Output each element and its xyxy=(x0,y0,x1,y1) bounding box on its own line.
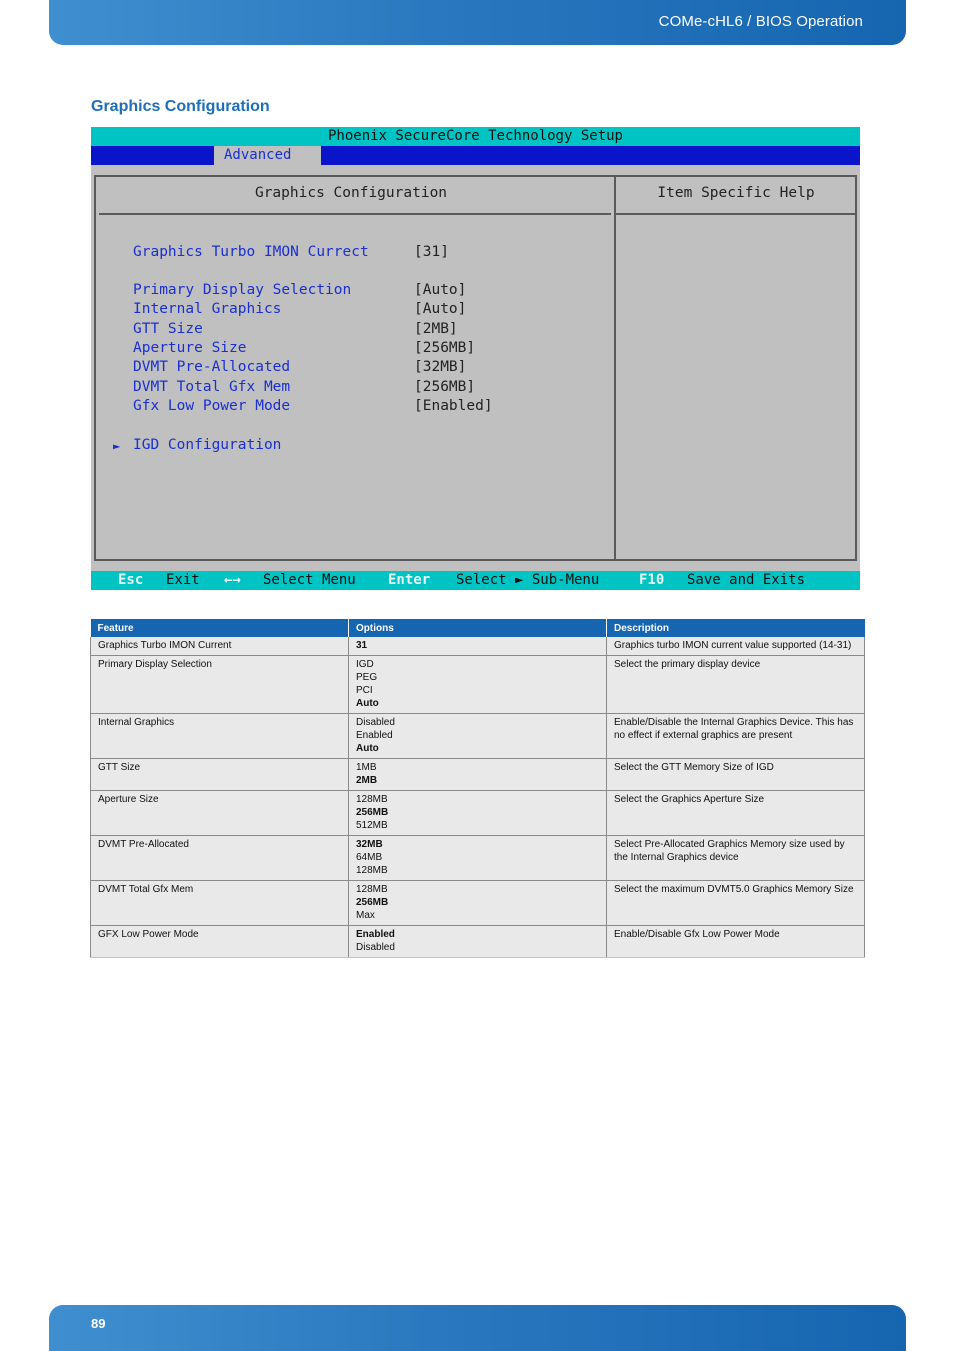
bios-footer xyxy=(91,571,860,590)
table-row xyxy=(91,759,865,791)
description-cell: Select Pre-Allocated Graphics Memory size used by the Internal Graphics device xyxy=(607,836,865,881)
options-cell xyxy=(349,637,607,656)
feature-cell: Primary Display Selection xyxy=(91,656,349,714)
table-row xyxy=(91,656,865,714)
feature-table xyxy=(90,619,865,958)
option-value: 128MB xyxy=(356,794,388,805)
table-row xyxy=(91,637,865,656)
bios-title: Phoenix SecureCore Technology Setup xyxy=(91,127,860,146)
option-value: Enabled xyxy=(356,730,393,741)
option-value: 128MB xyxy=(356,865,388,876)
bios-menubar xyxy=(91,146,860,165)
bios-item-dvmt-pre-allocated[interactable]: DVMT Pre-Allocated xyxy=(133,359,291,375)
options-cell xyxy=(349,881,607,926)
feature-cell: GTT Size xyxy=(91,759,349,791)
bios-value-primary-display[interactable]: [Auto] xyxy=(414,282,467,298)
table-row xyxy=(91,926,865,958)
help-title: Item Specific Help xyxy=(657,185,815,201)
option-value: 128MB xyxy=(356,884,388,895)
feature-cell: Aperture Size xyxy=(91,791,349,836)
document-title: COMe-cHL6 / BIOS Operation xyxy=(658,13,863,30)
bios-value-dvmt-total-gfx-mem[interactable]: [256MB] xyxy=(414,379,476,395)
description-cell: Select the primary display device xyxy=(607,656,865,714)
feature-cell: DVMT Total Gfx Mem xyxy=(91,881,349,926)
option-value: 31 xyxy=(356,640,368,651)
table-row xyxy=(91,714,865,759)
feature-cell: GFX Low Power Mode xyxy=(91,926,349,958)
table-row xyxy=(91,836,865,881)
table-row xyxy=(91,881,865,926)
option-value: Auto xyxy=(356,743,379,754)
option-value: 1MB xyxy=(356,762,377,773)
footer-key-f10: F10 xyxy=(639,572,665,588)
options-cell xyxy=(349,656,607,714)
bios-value-turbo-imon[interactable]: [31] xyxy=(414,244,449,260)
header-feature: Feature xyxy=(91,619,349,637)
footer-action-exit: Exit xyxy=(166,572,200,588)
options-cell xyxy=(349,791,607,836)
footer-key-enter: Enter xyxy=(388,572,431,588)
panel-divider xyxy=(99,213,611,215)
section-heading: Graphics Configuration xyxy=(91,98,270,115)
bios-item-aperture-size[interactable]: Aperture Size xyxy=(133,340,247,356)
footer-key-esc: Esc xyxy=(118,572,144,588)
option-value: 256MB xyxy=(356,807,389,818)
bios-submenu-igd-configuration[interactable]: IGD Configuration xyxy=(133,437,282,453)
description-cell: Enable/Disable Gfx Low Power Mode xyxy=(607,926,865,958)
description-cell: Select the Graphics Aperture Size xyxy=(607,791,865,836)
feature-cell: Graphics Turbo IMON Current xyxy=(91,637,349,656)
options-cell xyxy=(349,836,607,881)
options-cell xyxy=(349,714,607,759)
footer-action-select-submenu: Select ► Sub-Menu xyxy=(456,572,600,588)
bios-item-primary-display[interactable]: Primary Display Selection xyxy=(133,282,352,298)
description-cell: Select the GTT Memory Size of IGD xyxy=(607,759,865,791)
option-value: 2MB xyxy=(356,775,378,786)
bios-value-gtt-size[interactable]: [2MB] xyxy=(414,321,458,337)
bios-help-panel xyxy=(615,175,857,561)
option-value: Disabled xyxy=(356,717,395,728)
footer-action-select-menu: Select Menu xyxy=(263,572,356,588)
table-header-row xyxy=(91,619,865,637)
bios-item-gfx-low-power[interactable]: Gfx Low Power Mode xyxy=(133,398,291,414)
footer-action-save-exit: Save and Exits xyxy=(687,572,806,588)
footer-banner xyxy=(49,1305,906,1351)
feature-cell: DVMT Pre-Allocated xyxy=(91,836,349,881)
bios-item-turbo-imon[interactable]: Graphics Turbo IMON Currect xyxy=(133,244,369,260)
description-cell: Graphics turbo IMON current value supported (14-31) xyxy=(607,637,865,656)
bios-item-internal-graphics[interactable]: Internal Graphics xyxy=(133,301,282,317)
option-value: Disabled xyxy=(356,942,395,953)
feature-cell: Internal Graphics xyxy=(91,714,349,759)
submenu-arrow-icon: ► xyxy=(113,439,121,453)
option-value: IGD xyxy=(356,659,374,670)
bios-screenshot xyxy=(91,127,860,590)
bios-main-panel xyxy=(94,175,615,561)
option-value: 256MB xyxy=(356,897,389,908)
help-divider xyxy=(616,213,856,215)
option-value: Max xyxy=(356,910,375,921)
options-cell xyxy=(349,759,607,791)
header-banner xyxy=(49,0,906,45)
option-value: 32MB xyxy=(356,839,383,850)
bios-item-dvmt-total-gfx-mem[interactable]: DVMT Total Gfx Mem xyxy=(133,379,291,395)
option-value: Auto xyxy=(356,698,379,709)
panel-title: Graphics Configuration xyxy=(254,185,448,201)
options-cell xyxy=(349,926,607,958)
option-value: 64MB xyxy=(356,852,383,863)
description-cell: Enable/Disable the Internal Graphics Device. This has no effect if external graphics are present xyxy=(607,714,865,759)
footer-key-arrows-icon: ←→ xyxy=(224,572,241,588)
option-value: PCI xyxy=(356,685,373,696)
option-value: 512MB xyxy=(356,820,388,831)
bios-value-gfx-low-power[interactable]: [Enabled] xyxy=(414,398,493,414)
bios-value-aperture-size[interactable]: [256MB] xyxy=(414,340,476,356)
option-value: Enabled xyxy=(356,929,395,940)
table-row xyxy=(91,791,865,836)
bios-value-dvmt-pre-allocated[interactable]: [32MB] xyxy=(414,359,467,375)
bios-item-gtt-size[interactable]: GTT Size xyxy=(133,321,203,337)
description-cell: Select the maximum DVMT5.0 Graphics Memory Size xyxy=(607,881,865,926)
page-number: 89 xyxy=(91,1316,106,1331)
tab-advanced[interactable]: Advanced xyxy=(214,146,321,165)
option-value: PEG xyxy=(356,672,378,683)
header-description: Description xyxy=(607,619,865,637)
header-options: Options xyxy=(349,619,607,637)
bios-value-internal-graphics[interactable]: [Auto] xyxy=(414,301,467,317)
